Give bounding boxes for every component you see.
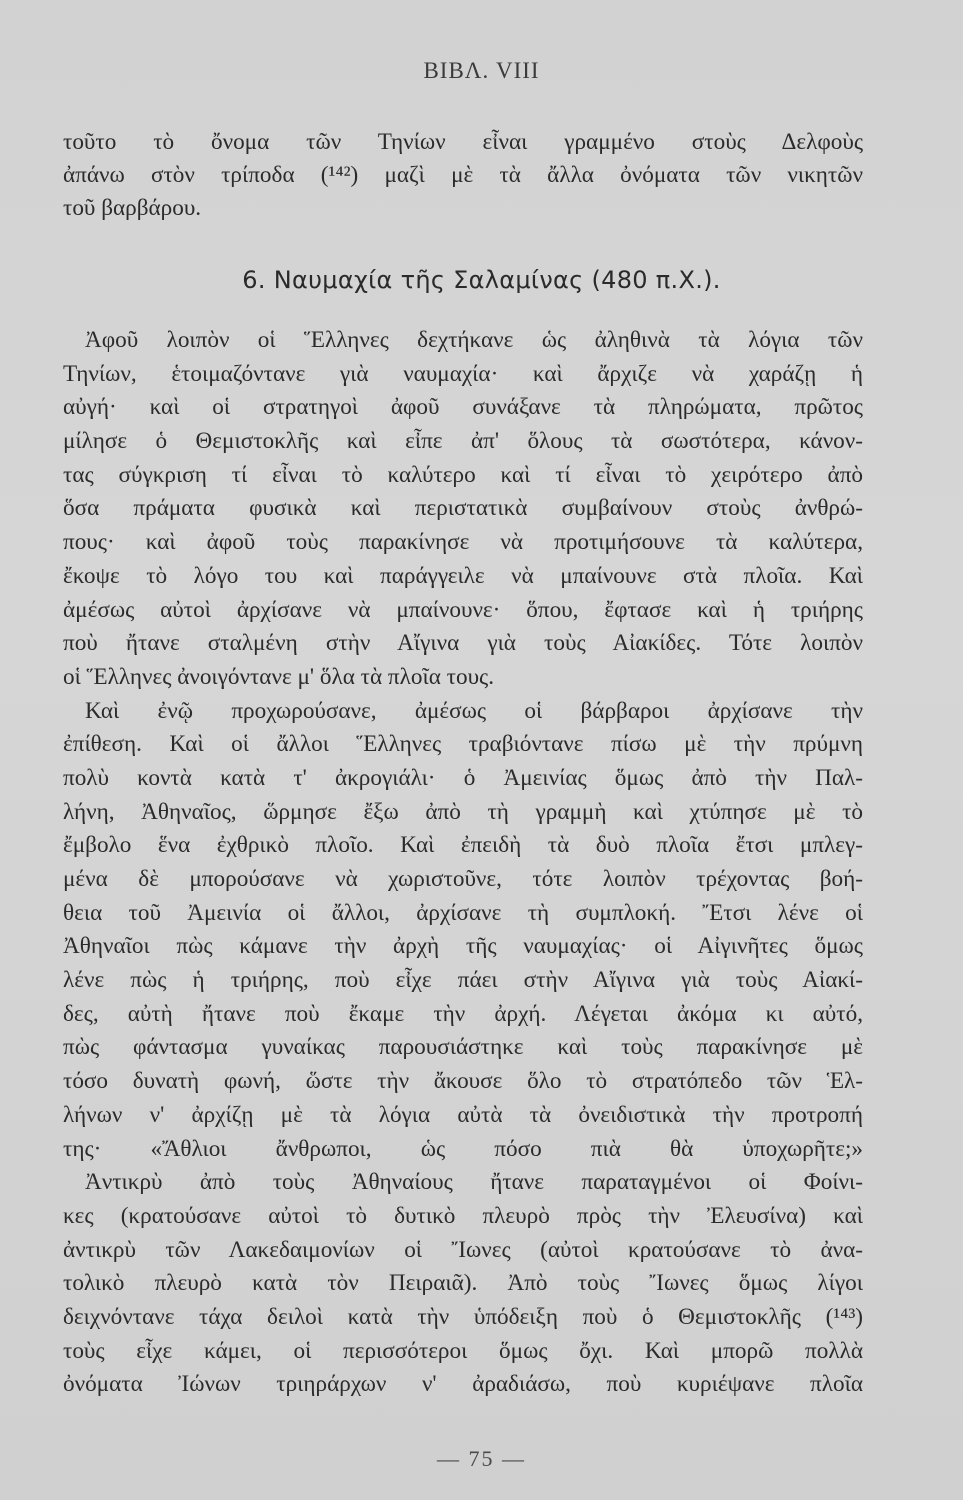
text-line: δες, αὐτὴ ἤτανε ποὺ ἔκαμε τὴν ἀρχή. Λέγεται ἀκόμα κι αὐτό, (63, 1000, 863, 1027)
text-line: πολὺ κοντὰ κατὰ τ' ἀκρογιάλι· ὁ Ἀμεινίας ὅμως ἀπὸ τὴν Παλ- (63, 764, 863, 791)
text-line: τοῦτο τὸ ὄνομα τῶν Τηνίων εἶναι γραμμένο στοὺς Δελφοὺς (63, 129, 863, 155)
text-line: Ἀντικρὺ ἀπὸ τοὺς Ἀθηναίους ἤτανε παραταγμένοι οἱ Φοίνι- (85, 1169, 863, 1196)
text-line: κες (κρατούσανε αὐτοὶ τὸ δυτικὸ πλευρὸ πρὸς τὴν Ἐλευσίνα) καὶ (63, 1202, 863, 1229)
text-line: τας σύγκριση τί εἶναι τὸ καλύτερο καὶ τί εἶναι τὸ χειρότερο ἀπὸ (63, 461, 863, 488)
text-line: ἔκοψε τὸ λόγο του καὶ παράγγειλε νὰ μπαίνουνε στὰ πλοῖα. Καὶ (63, 562, 863, 589)
text-line: Ἀφοῦ λοιπὸν οἱ Ἕλληνες δεχτήκανε ὡς ἀληθινὰ τὰ λόγια τῶν (85, 327, 863, 353)
running-header: ΒΙΒΛ. VIII (423, 58, 540, 83)
text-line: ἀπάνω στὸν τρίποδα (¹⁴²) μαζὶ μὲ τὰ ἄλλα ὀνόματα τῶν νικητῶν (63, 162, 863, 189)
text-line: τόσο δυνατὴ φωνή, ὥστε τὴν ἄκουσε ὅλο τὸ στρατόπεδο τῶν Ἑλ- (63, 1068, 863, 1095)
text-line: Τηνίων, ἑτοιμαζόντανε γιὰ ναυμαχία· καὶ ἄρχιζε νὰ χαράζῃ ἡ (63, 360, 863, 387)
text-line: Ἀθηναῖοι πὼς κάμανε τὴν ἀρχὴ τῆς ναυμαχίας· οἱ Αἰγινῆτες ὅμως (63, 933, 863, 960)
text-line: λένε πὼς ἡ τριήρης, ποὺ εἶχε πάει στὴν Αἴγινα γιὰ τοὺς Αἰακί- (63, 967, 863, 994)
text-line: λήνη, Ἀθηναῖος, ὥρμησε ἔξω ἀπὸ τὴ γραμμὴ καὶ χτύπησε μὲ τὸ (63, 798, 863, 825)
section-heading: 6. Ναυμαχία τῆς Σαλαμίνας (480 π.Χ.). (242, 266, 721, 294)
text-line: ὅσα πράματα φυσικὰ καὶ περιστατικὰ συμβαίνουν στοὺς ἀνθρώ- (63, 495, 863, 522)
text-line: μίλησε ὁ Θεμιστοκλῆς καὶ εἶπε ἀπ' ὅλους τὰ σωστότερα, κάνον- (63, 428, 863, 455)
text-line: τοῦ βαρβάρου. (63, 195, 202, 222)
text-line: θεια τοῦ Ἀμεινία οἱ ἄλλοι, ἀρχίσανε τὴ συμπλοκή. Ἔτσι λένε οἱ (63, 899, 863, 926)
text-line: ἐπίθεση. Καὶ οἱ ἄλλοι Ἕλληνες τραβιόντανε πίσω μὲ τὴν πρύμνη (63, 731, 863, 758)
text-line: τολικὸ πλευρὸ κατὰ τὸν Πειραιᾶ). Ἀπὸ τοὺς Ἴωνες ὅμως λίγοι (63, 1270, 863, 1297)
text-line: δειχνόντανε τάχα δειλοὶ κατὰ τὴν ὑπόδειξη ποὺ ὁ Θεμιστοκλῆς (¹⁴³) (63, 1303, 863, 1330)
text-line: ἔμβολο ἕνα ἐχθρικὸ πλοῖο. Καὶ ἐπειδὴ τὰ δυὸ πλοῖα ἔτσι μπλεγ- (63, 832, 863, 859)
text-line: της· «Ἄθλιοι ἄνθρωποι, ὡς πόσο πιὰ θὰ ὑποχωρῆτε;» (63, 1135, 863, 1162)
text-line: λήνων ν' ἀρχίζῃ μὲ τὰ λόγια αὐτὰ τὰ ὀνειδιστικὰ τὴν προτροπή (63, 1101, 863, 1128)
intro-paragraph (63, 126, 863, 226)
text-line: τοὺς εἶχε κάμει, οἱ περισσότεροι ὅμως ὄχι. Καὶ μπορῶ πολλὰ (63, 1337, 863, 1364)
text-line: ἀντικρὺ τῶν Λακεδαιμονίων οἱ Ἴωνες (αὐτοὶ κρατούσανε τὸ ἀνα- (63, 1236, 863, 1263)
page-number: — 75 — (437, 1446, 526, 1471)
text-line: Καὶ ἐνῷ προχωρούσανε, ἀμέσως οἱ βάρβαροι ἀρχίσανε τὴν (85, 697, 863, 724)
text-line: πους· καὶ ἀφοῦ τοὺς παρακίνησε νὰ προτιμήσουνε τὰ καλύτερα, (63, 529, 863, 556)
text-line: οἱ Ἕλληνες ἀνοιγόντανε μ' ὅλα τὰ πλοῖα τους. (63, 663, 495, 690)
text-line: ἀμέσως αὐτοὶ ἀρχίσανε νὰ μπαίνουνε· ὅπου, ἔφτασε καὶ ἡ τριήρης (63, 596, 863, 623)
text-line: αὐγή· καὶ οἱ στρατηγοὶ ἀφοῦ συνάξανε τὰ πληρώματα, πρῶτος (63, 394, 863, 421)
text-line: μένα δὲ μπορούσανε νὰ χωριστοῦνε, τότε λοιπὸν τρέχοντας βοή- (63, 866, 863, 892)
body-text (63, 324, 863, 1402)
text-line: ὀνόματα Ἰώνων τριηράρχων ν' ἀραδιάσω, ποὺ κυριέψανε πλοῖα (63, 1371, 863, 1398)
text-line: πὼς φάντασμα γυναίκας παρουσιάστηκε καὶ τοὺς παρακίνησε μὲ (63, 1034, 863, 1061)
text-line: ποὺ ἤτανε σταλμένη στὴν Αἴγινα γιὰ τοὺς Αἰακίδες. Τότε λοιπὸν (63, 630, 863, 657)
